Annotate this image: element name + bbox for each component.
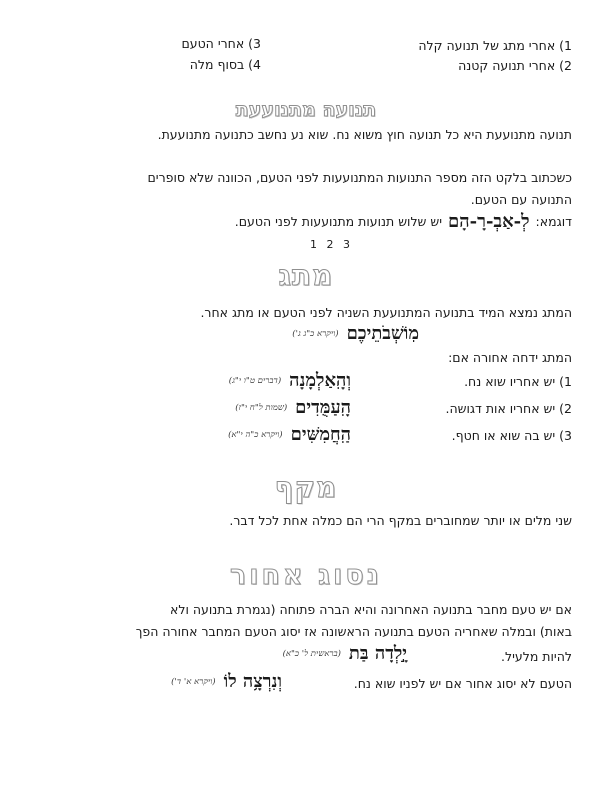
paragraph-count-line-2: התנועה עם הטעם. bbox=[470, 192, 572, 207]
meteg-example-ref: (ויקרא כ"ג ג') bbox=[292, 328, 339, 339]
nasog-example-1-word: יָ֣לְדָה בַּת bbox=[348, 643, 407, 664]
meteg-example bbox=[292, 325, 419, 343]
example-label: דוגמא: bbox=[535, 213, 572, 229]
list-item-2: 2) אחרי תנועה קטנה bbox=[458, 58, 572, 73]
section-heading-meteg: מתג bbox=[278, 259, 334, 292]
paragraph-meteg: המתג נמצא המיד בתנועה המתנועעת השניה לפני הטעם או מתג אחר. bbox=[200, 305, 572, 320]
meteg-rule-1: 1) יש אחריו שוא נח. bbox=[464, 374, 572, 389]
meteg-rule-2: 2) יש אחריו אות דגושה. bbox=[445, 401, 572, 416]
meteg-rule-1-example bbox=[229, 372, 351, 390]
meteg-rule-1-word: וְהָֽאַלְמָנָה bbox=[289, 370, 351, 391]
paragraph-count-line-1: כשכתוב בלקט הזה מספר התנועות המתנועעות לפני הטעם, הכוונה שלא סופרים bbox=[147, 170, 572, 185]
list-item-3: 3) אחרי הטעם bbox=[181, 36, 261, 51]
meteg-rule-2-example bbox=[235, 399, 351, 417]
section-heading-nasog-achor: נסוג אחור bbox=[229, 560, 383, 591]
meteg-rule-1-ref: (דברים ט"ו י"ג) bbox=[228, 375, 282, 386]
meteg-example-word: מֽוֹשְׁבֹתֵיכֶם bbox=[346, 323, 419, 344]
nasog-line-1: אם יש טעם מחבר בתנועה האחרונה והיא הברה פתוחה (נגמרת בתנועה ולא bbox=[170, 602, 572, 617]
section-heading-moving-vowel: תנועה מתנועעת bbox=[235, 99, 377, 121]
meteg-rule-2-ref: (שמות ל"ח י"ז) bbox=[235, 402, 288, 413]
nasog-example-1 bbox=[283, 645, 407, 663]
paragraph-maqaf: שני מלים או יותר שמחוברים במקף הרי הם כמלה אחת לכל דבר. bbox=[229, 513, 572, 528]
nasog-line-3: להיות מלעיל. bbox=[501, 649, 572, 664]
example-word: לְ-אַבְ-רָ-הָם bbox=[448, 211, 530, 232]
nasog-line-4: הטעם לא יסוג אחור אם יש לפניו שוא נח. bbox=[353, 676, 572, 691]
meteg-rule-3-ref: (ויקרא כ"ה י"א) bbox=[228, 429, 283, 440]
syllable-numbers: 1 2 3 bbox=[310, 238, 353, 251]
section-heading-maqaf: מקף bbox=[274, 471, 338, 504]
list-item-4: 4) בסוף מלה bbox=[189, 57, 261, 72]
example-line bbox=[235, 213, 572, 231]
nasog-example-2 bbox=[171, 673, 282, 691]
nasog-line-2: באות) ובמלה שאחריה הטעם בתנועה הראשונה אז יסוג הטעם המחבר אחורה הפך bbox=[135, 624, 572, 639]
meteg-rule-3-example bbox=[228, 426, 351, 444]
meteg-rule-3-word: הַֽחֲמִשִּׁים bbox=[290, 424, 351, 445]
list-item-1: 1) אחרי מתג של תנועה קלה bbox=[418, 38, 572, 53]
meteg-rules-intro: המתג ידחה אחורה אם: bbox=[448, 350, 572, 365]
paragraph-moving-vowel: תנועה מתנועעת היא כל תנועה חוץ משוא נח. שוא נע נחשב כתנועה מתנועעת. bbox=[157, 127, 572, 142]
example-text: יש שלוש תנועות מתנועעות לפני הטעם. bbox=[234, 213, 443, 229]
nasog-example-2-word: וְנִרְצָ֥ה לוֹ bbox=[223, 671, 282, 692]
meteg-rule-3: 3) יש בה שוא או חטף. bbox=[451, 428, 572, 443]
nasog-example-1-ref: (בראשית ל' כ"א) bbox=[282, 648, 341, 659]
meteg-rule-2-word: הָֽעַמֻּדִים bbox=[295, 397, 351, 418]
nasog-example-2-ref: (ויקרא א' ד') bbox=[171, 676, 216, 687]
